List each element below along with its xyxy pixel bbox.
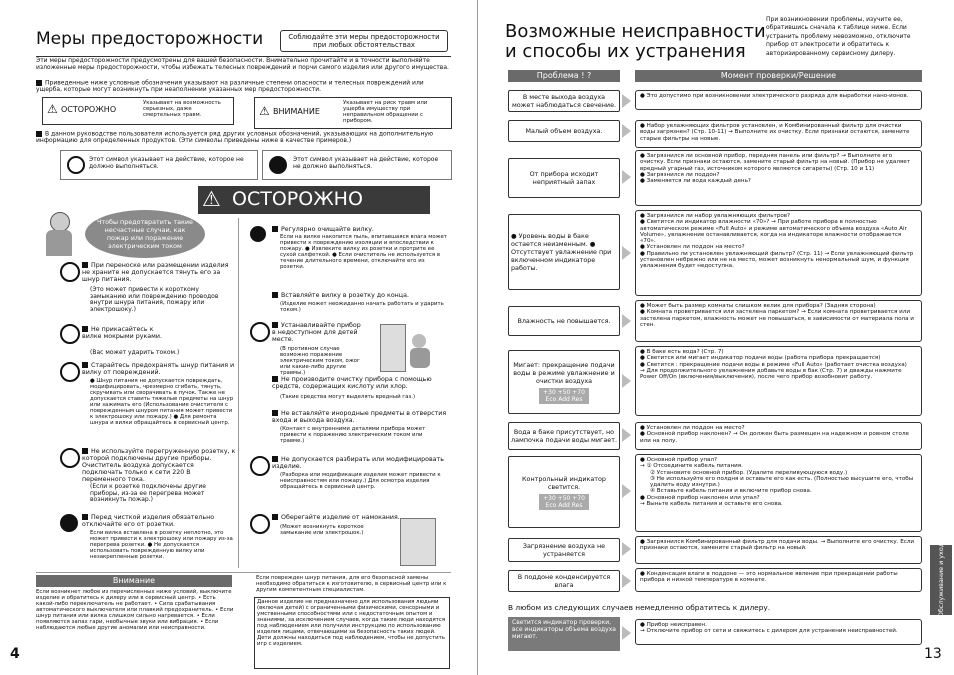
solution-line: ● Набор увлажняющих фильтров установлен, и Комбинированный фильтр для очистки воды загрязнен? (Стр. 10-11) → Выполните их очистку. Если признаки остаются, замените старые фильтры на новые.	[640, 123, 910, 142]
warning-item-10	[250, 410, 450, 448]
problem-cell: Малый объем воздуха.	[508, 120, 620, 142]
arrow-icon	[622, 374, 631, 388]
indicator-digits: +30 +50 +70	[543, 388, 585, 396]
arrow-icon	[622, 428, 631, 442]
item-heading	[272, 376, 448, 390]
table-row	[508, 150, 938, 208]
solution-line: ● Может быть размер комнаты слишком велик для прибора? (Задняя сторона)	[640, 303, 876, 309]
solution-line: → Выньте кабель питания и оставьте его снова.	[640, 500, 783, 507]
problem-cell: Влажность не повышается.	[508, 306, 620, 336]
warning-item-8	[250, 322, 450, 377]
table-row	[508, 534, 938, 564]
solution-cell	[635, 568, 922, 592]
solution-line: ● Прибор неисправен.	[640, 622, 707, 628]
item-body: (Разборка или модификация изделия может привести к неисправностям или пожару.) Для осмотра изделия обращайтесь в сервисный центр.	[280, 472, 441, 491]
arrow-icon	[622, 626, 631, 640]
warning-item-6	[250, 226, 450, 288]
contact-note: В любом из следующих случаев немедленно обратитесь к дилеру.	[508, 603, 771, 612]
arrow-icon	[622, 484, 631, 498]
solution-line: ● Светится или мигает индикатор подачи воды (работа прибора прекращается)	[640, 355, 881, 362]
item-heading-text: Не допускается разбирать или модифицировать изделие.	[272, 456, 444, 471]
item-heading	[272, 514, 402, 521]
contact-problem: Светится индикатор проверки, все индикаторы объема воздуха мигают.	[508, 617, 620, 651]
solution-cell	[635, 454, 922, 532]
solution-cell	[635, 210, 922, 296]
prohibit-icon	[67, 156, 85, 174]
unplug-icon	[60, 514, 78, 532]
solution-line: ● Основной прибор наклонен? → Он должен быть размещен на надежном и ровном столе или на полу.	[640, 431, 909, 444]
attention-header: Внимание	[36, 575, 232, 587]
item-body: (Это может привести к короткому замыканию или повреждению проводов внутри шнура питания, пожару или электрошоку.)	[90, 286, 219, 314]
prohibit-icon	[60, 362, 80, 382]
arrow-icon	[622, 246, 631, 260]
item-heading	[272, 322, 362, 343]
solution-line: → Отключите прибор от сети и свяжитесь с дилером для устранения неисправностей.	[640, 628, 898, 635]
table-row	[508, 86, 938, 116]
side-tab-label: Обслуживание и уход	[937, 542, 946, 618]
problem-cell	[508, 456, 620, 528]
banner-label: ОСТОРОЖНО	[232, 188, 363, 210]
problem-cell: В поддоне конденсируется влага	[508, 570, 620, 592]
item-heading	[272, 292, 448, 299]
warning-item-4	[60, 448, 236, 510]
item-body: Если на вилке накопится пыль, впитавшаяся влага может привести к повреждению изоляции и впоследствии к пожару. ● Извлеките вилку из розетки и протрите ее сухой салфеткой. ● Если очиститель не используется в течение длительного времени, отключайте его из розетки.	[280, 234, 447, 271]
warning-item-2	[60, 324, 236, 358]
solution-cell	[635, 422, 922, 450]
prohibit-icon	[60, 448, 80, 468]
prohibit-symbol-box	[60, 150, 258, 180]
solution-cell	[635, 90, 922, 110]
always-follow-box: Соблюдайте эти меры предосторожности при любых обстоятельствах	[280, 30, 448, 52]
item-body: ● Шнур питания не допускается повреждать, модифицировать, чрезмерно сгибать, тянуть, скручивать или сворачивать в пучок. Также не допускается ставить тяжелые предметы на шнур или зажимать его (Использование очистителя с поврежденным шнуром питания может привести к электрошоку или пожару.) ● Для ремонта шнура и вилки обращайтесь в сервисный центр.	[90, 378, 234, 427]
solution-line: → ① Отсоедините кабель питания.	[640, 463, 743, 470]
item-heading	[272, 456, 448, 470]
arrow-icon	[622, 574, 631, 588]
action-symbol-box	[262, 150, 452, 180]
solution-line: ④ Вставьте кабель питания и включите прибор снова.	[650, 488, 812, 495]
prohibit-icon	[250, 322, 270, 342]
warning-item-1	[60, 262, 236, 322]
symbols-intro	[36, 80, 451, 94]
item-heading-text: Не производите очистку прибора с помощью средств, содержащих кислоту или хлор.	[272, 376, 432, 391]
solution-line: ● Загрязнился ли основной прибор, передняя панель или фильтр? → Выполните его очистку. Если признаки остаются, замените старый фильтр на новый. (Прибор не удаляет вредный угарный газ, источником которого являются сигареты) (Стр. 10 и 11)	[640, 153, 910, 172]
item-body: (В противном случае возможно поражение электрическим током, ожог или какие-либо другие травмы.)	[280, 346, 360, 377]
prohibit-desc: Этот символ указывает на действие, которое не должно выполняться.	[89, 156, 244, 170]
contact-solution	[635, 619, 922, 645]
solution-line: ● Загрязнился ли набор увлажняющих фильтров?	[640, 213, 791, 219]
table-row	[508, 118, 938, 148]
warning-item-11	[250, 456, 450, 510]
item-heading-text: Перед чисткой изделия обязательно отключайте его от розетки.	[82, 514, 215, 529]
action-desc: Этот символ указывает на действие, которое не должно выполняться.	[293, 156, 439, 170]
problem-cell: В месте выхода воздуха может наблюдаться свечение.	[508, 90, 620, 112]
item-body: Если вилка вставлена в розетку неплотно, это может привести к электрошоку или пожару из-за перегрева розетки. ● Не допускается использовать поврежденную вилку или незакрепленные розетки.	[90, 530, 233, 561]
warning-item-7	[250, 292, 450, 318]
table-row	[508, 420, 938, 452]
item-body: (Такие средства могут выделять вредный газ.)	[280, 394, 416, 400]
check-indicator-panel	[539, 494, 589, 510]
warning-item-5	[60, 514, 236, 568]
item-body: (Может возникнуть короткое замыкание или электрошок.)	[280, 524, 364, 537]
prohibit-icon	[60, 262, 80, 282]
wet-hand-icon	[60, 324, 80, 344]
problem-cell: Вода в баке присутствует, но лампочка подачи воды мигает.	[508, 422, 620, 450]
warning-label: ОСТОРОЖНО	[61, 105, 117, 114]
problem-cell: ● Уровень воды в баке остается неизменным. ● Отсутствует увлажнение при включенном индикаторе работы.	[508, 214, 620, 290]
arrow-icon	[622, 170, 631, 184]
solution-cell	[635, 536, 922, 564]
arrow-icon	[622, 124, 631, 138]
water-indicator-panel	[539, 388, 589, 404]
left-intro: Эти меры предосторожности предусмотрены для вашей безопасности. Внимательно прочитайте и в точности выполняйте изложенные меры предосторожности, чтобы избежать телесных повреждений и порчи самого изделия или другого имущества.	[36, 57, 449, 71]
table-row	[508, 454, 938, 532]
action-icon	[269, 156, 287, 174]
item-heading-text: Устанавливайте прибор в недоступном для детей месте.	[272, 322, 361, 344]
page-number-right: 13	[924, 646, 942, 662]
warning-item-12	[250, 514, 450, 568]
solution-line: ● Установлен ли поддон на место?	[640, 425, 745, 431]
solution-cell	[635, 120, 922, 148]
solution-line: ● Заменяется ли вода каждый день?	[640, 178, 751, 184]
table-row	[508, 300, 938, 344]
item-body: (Контакт с внутренними деталями прибора может привести к поражению электрическим током или травме.)	[280, 426, 426, 445]
warning-item-9	[250, 376, 450, 410]
caution-label: ВНИМАНИЕ	[273, 107, 320, 116]
attention-body: Если возникнет любое из перечисленных ниже условий, выключите изделие и обратитесь к дилеру или в сервисный центр. • Есть какой-либо переключатель не работает. • Сила срабатывания автоматического выключателя или плавкий предохранитель. • Если шнур питания или вилка слишком сильно нагревается. • Если появляются запах гари, необычные звуки или вибрация. • Если наблюдаются любые другие аномалии или неисправности.	[36, 589, 234, 632]
warning-triangle-icon: ⚠	[47, 102, 58, 116]
item-body: (Если к розетке подключены другие приборы, из-за ее перегрева может возникнуть пожар.)	[90, 483, 206, 504]
caution-triangle-icon: ⚠	[259, 104, 270, 118]
speech-bubble	[85, 210, 205, 258]
arrow-icon	[622, 94, 631, 108]
child-device-illustration	[380, 322, 440, 372]
table-row	[508, 566, 938, 594]
problem-cell: От прибора исходит неприятный запах	[508, 158, 620, 198]
solution-line: ● Комната проветривается или застелена паркетом? → Если комната проветривается или застелена паркетом, влажность может не повышаться, в зависимости от материала пола и стен.	[640, 309, 914, 328]
solution-line: ● Светится ли индикатор влажности «70»? → При работе прибора в полностью автоматическом режиме «Full Auto» и режиме автоматического объема воздуха «Auto Air Volume», увлажнение останавливается, когда на индикаторе влажности отображается «70».	[640, 219, 907, 244]
caution-legend	[254, 97, 452, 129]
warning-banner	[198, 186, 430, 214]
problem-cell: Загрязнение воздуха не устраняется	[508, 538, 620, 562]
splash-device-illustration	[400, 518, 436, 566]
item-heading-text: Регулярно очищайте вилку.	[281, 226, 374, 233]
right-intro: При возникновении проблемы, изучите ее, обратившись сначала к таблице ниже. Если устранить проблему невозможно, отключите прибор от электросети и обратитесь к авторизированному сервисному дилеру.	[766, 16, 911, 57]
item-heading-text: Оберегайте изделие от намокания.	[281, 514, 400, 521]
warning-desc: Указывает на возможность серьезных, даже смертельных травм.	[143, 100, 221, 119]
other-symbols-text: В данном руководстве пользователя используется ряд других условных обозначений, указывающих на дополнительную информацию для определенных продуктов. (Эти символы приведены ниже в качестве примеров.)	[36, 130, 434, 145]
right-title-line1: Возможные неисправности	[505, 21, 766, 42]
item-body: (Вас может ударить током.)	[90, 349, 180, 356]
arrow-icon	[622, 542, 631, 556]
solution-line: ● Основной прибор упал?	[640, 457, 717, 463]
item-heading	[272, 226, 448, 233]
solution-line: ③ Не используйте его полдня и оставьте его как есть. (Полностью высушите его, чтобы удалить воду изнутри.)	[650, 475, 914, 488]
troubleshoot-table	[508, 86, 938, 596]
indicator-digits: +30 +50 +70	[543, 494, 585, 502]
caution-desc: Указывает на риск травм или ущерба имуществу при неправильном обращении с прибором.	[343, 100, 428, 125]
warning-legend	[42, 97, 234, 125]
solution-line: ● В баке есть вода? (Стр. 7)	[640, 349, 724, 355]
solution-line: ② Установите основной прибор. (Удалите переливующуюся воду.)	[650, 469, 848, 476]
solution-line: ● Это допустимо при возникновении электрического разряда для выработки нано-ионов.	[640, 93, 909, 99]
item-heading	[82, 262, 236, 283]
warning-item-3	[60, 362, 236, 446]
table-row	[508, 346, 938, 418]
solution-line: ● Конденсация влаги в поддоне — это нормальное явление при прекращении работы прибора и низкой температуре в комнате.	[640, 571, 898, 584]
symbols-intro-text: Приведенные ниже условные обозначения указывают на различные степени опасности и телесных повреждений или ущерба, которые могут возникнуть при неаполнении указанных мер предосторожности.	[36, 79, 424, 94]
item-heading-text: Старайтесь предохранять шнур питания и вилку от повреждений.	[82, 362, 235, 377]
table-row	[508, 210, 938, 298]
arrow-icon	[622, 314, 631, 328]
solution-cell	[635, 150, 922, 206]
problem-cell	[508, 350, 620, 414]
problem-text: Мигает: прекращение подачи воды в режиме увлажнение и очистки воздуха	[513, 360, 615, 385]
solution-line: ● Правильно ли установлен увлажняющий фильтр? (Стр. 11) → Если увлажняющий фильтр установлен небрежно или не на место, может возникнуть ненормальный шум, и функция увлажнения будет недоступна.	[640, 250, 914, 269]
solution-col-header: Момент проверки/Решение	[635, 70, 922, 82]
item-heading	[82, 326, 162, 340]
problem-text: Контрольный индикатор светится.	[522, 474, 606, 491]
indicator-labels: Eco Add Res	[545, 501, 583, 509]
children-note-box: Данное изделие не предназначено для использования людьми (включая детей) с ограниченными физическими, сенсорными и умственными способностями или с недостаточным опытом и знаниями, за исключением случаев, когда такие люди находятся под наблюдением или получили инструкцию по использованию изделия лицами, отвечающими за безопасность таких людей. Дети должны находиться под наблюдением, чтобы не допустить игр с изделием.	[254, 597, 450, 669]
item-body: (Изделие может неожиданно начать работать и ударить током.)	[280, 301, 444, 314]
page-number-left: 4	[10, 646, 20, 662]
item-heading-text: Не прикасайтесь к вилке мокрыми руками.	[82, 326, 162, 341]
indicator-labels: Eco Add Res	[545, 395, 583, 403]
item-heading-text: При переноске или размещении изделия не храните не допускается тянуть его за шнур питания.	[82, 262, 229, 284]
item-heading-text: Вставляйте вилку в розетку до конца.	[281, 292, 409, 299]
left-title: Меры предосторожности	[36, 29, 264, 49]
solution-line: → Для продолжительного увлажнения добавьте воды в бак (Стр. 7) и дважды нажмите Power Off/On (включения/выключения), после чего прибор возобновит работу.	[640, 367, 902, 380]
bubble-text: Чтобы предотвратить такие несчастные случаи, как пожар или поражение электрическим током	[97, 218, 193, 250]
solution-cell	[635, 300, 922, 342]
solution-line: ● Основной прибор наклонен или упал?	[640, 494, 760, 501]
item-heading-text: Не вставляйте инородные предметы в отверстия входа и выхода воздуха.	[272, 410, 447, 425]
item-heading	[82, 448, 236, 483]
other-symbols	[36, 131, 451, 145]
item-heading	[82, 514, 236, 528]
solution-line: ● Светится : прекращение подачи воды в режиме «Full Auto» (работает очистка воздуха)	[640, 361, 907, 368]
plug-icon	[250, 226, 266, 242]
item-heading	[82, 362, 236, 376]
solution-line: ● Загрязнился Комбинированный фильтр для подачи воды. → Выполните его очистку. Если признаки остаются, замените старый фильтр на новый.	[640, 539, 915, 552]
solution-cell	[635, 346, 922, 416]
side-tab	[930, 542, 952, 618]
disassemble-icon	[250, 456, 270, 476]
banner-triangle-icon: ⚠	[202, 187, 221, 211]
woman-illustration	[40, 210, 78, 258]
right-page	[477, 0, 954, 675]
cord-replacement-note: Если поврежден шнур питания, для его безопасной замены необходимо обратиться к изготовителю, в сервисный центр или к другим компетентным специалистам.	[256, 575, 447, 594]
right-title-line2: и способы их устранения	[505, 41, 746, 62]
item-heading-text: Не используйте перегруженную розетку, к которой подключены другие приборы. Очиститель воздуха допускается подключать только к сети 220 В переменного тока.	[82, 448, 236, 484]
item-heading	[272, 410, 448, 424]
problem-col-header: Проблема ! ?	[508, 70, 620, 82]
no-water-icon	[250, 514, 270, 534]
solution-line: ● Загрязнился ли поддон?	[640, 171, 720, 178]
solution-line: ● Установлен ли поддон на место?	[640, 244, 745, 251]
